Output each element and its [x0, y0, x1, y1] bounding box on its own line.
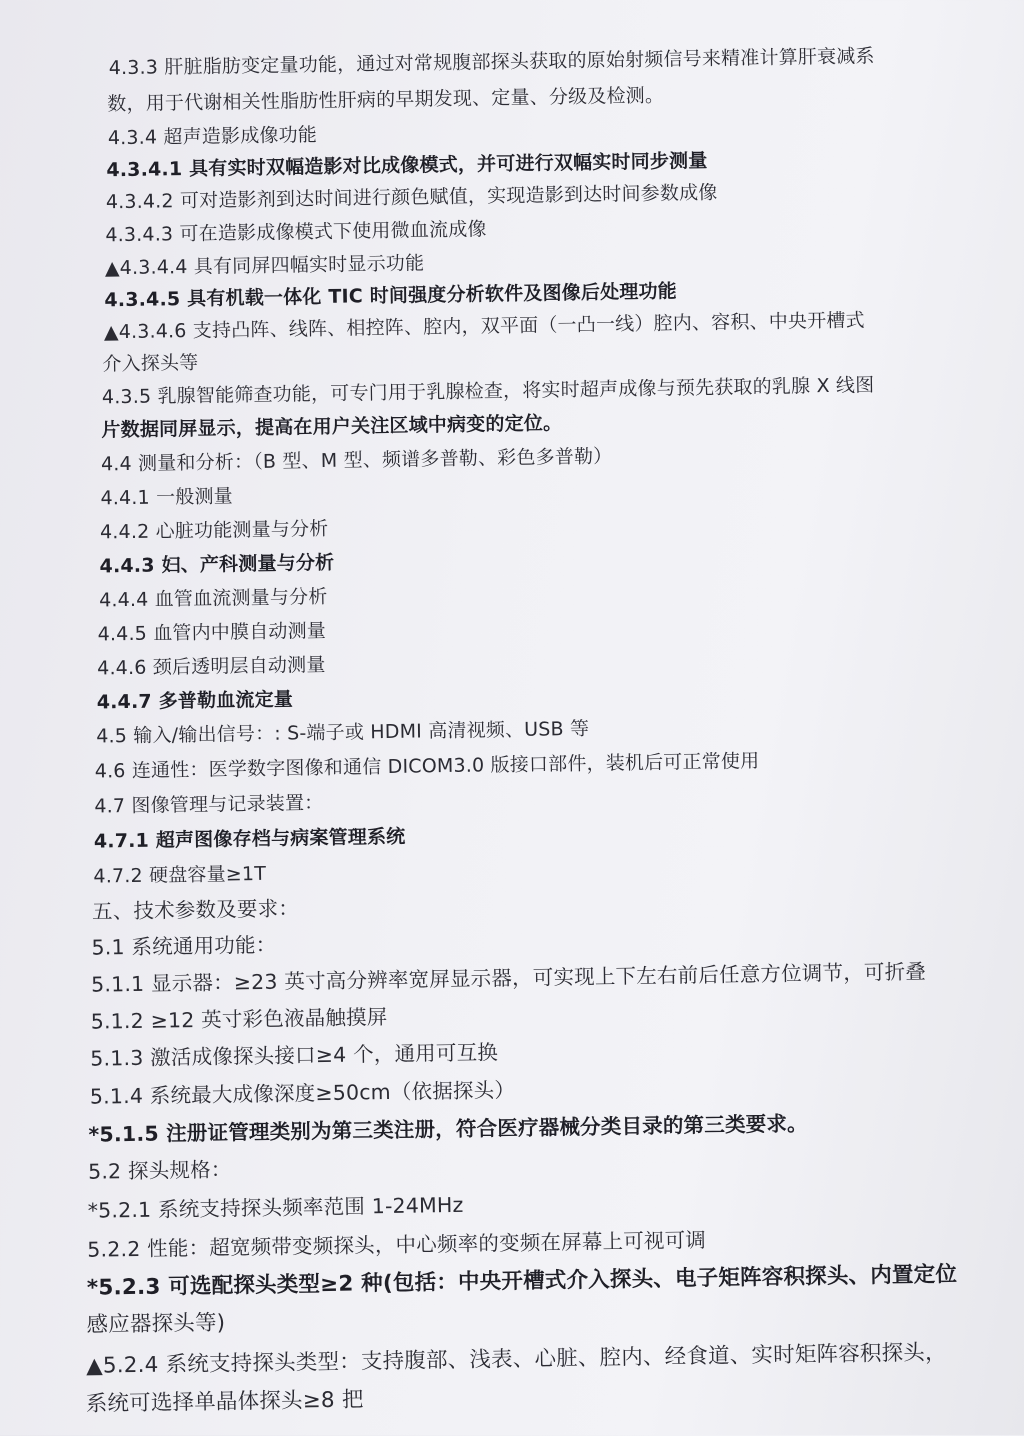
text-line-4-7-2: 4.7.2 硬盘容量≥1T: [93, 862, 267, 888]
text-line-4-3-4-3: 4.3.4.3 可在造影成像模式下使用微血流成像: [105, 218, 487, 247]
text-line-4-3-4-1: 4.3.4.1 具有实时双幅造影对比成像模式，并可进行双幅实时同步测量: [106, 149, 708, 182]
text-line-4-4-6: 4.4.6 颈后透明层自动测量: [97, 653, 326, 680]
text-line-5-2-3: *5.2.3 可选配探头类型≥2 种(包括：中央开槽式介入探头、电子矩阵容积探头、内置定位: [86, 1262, 958, 1301]
text-line-5-1-2: 5.1.2 ≥12 英寸彩色液晶触摸屏: [90, 1004, 388, 1034]
text-line-5-2-4-cont: 系统可选择单晶体探头≥8 把: [85, 1387, 364, 1417]
text-line-section-5: 五、技术参数及要求：: [91, 896, 300, 924]
text-line-4-3-3-cont: 数，用于代谢相关性脂肪性肝病的早期发现、定量、分级及检测。: [107, 84, 665, 116]
text-line-5-1-3: 5.1.3 激活成像探头接口≥4 个，通用可互换: [90, 1040, 499, 1071]
text-line-4-3-4-5: 4.3.4.5 具有机载一体化 TIC 时间强度分析软件及图像后处理功能: [104, 280, 678, 312]
text-line-5-2-4: ▲5.2.4 系统支持探头类型：支持腹部、浅表、心脏、腔内、经食道、实时矩阵容积探头，: [85, 1340, 947, 1379]
text-line-4-4-4: 4.4.4 血管血流测量与分析: [98, 585, 328, 612]
text-line-4-3-5: 4.3.5 乳腺智能筛查功能，可专门用于乳腺检查，将实时超声成像与预先获取的乳腺 X 线图: [101, 374, 875, 409]
text-line-4-4-5: 4.4.5 血管内中膜自动测量: [97, 619, 327, 646]
text-line-4-4-3: 4.4.3 妇、产科测量与分析: [99, 551, 335, 578]
text-line-4-4: 4.4 测量和分析：（B 型、M 型、频谱多普勒、彩色多普勒）: [100, 445, 613, 476]
text-line-5-1: 5.1 系统通用功能：: [91, 932, 277, 960]
text-line-5-2-3-cont: 感应器探头等): [86, 1310, 226, 1338]
text-line-4-4-1: 4.4.1 一般测量: [100, 485, 234, 510]
text-line-5-2-2: 5.2.2 性能：超宽频带变频探头，中心频率的变频在屏幕上可视可调: [87, 1228, 707, 1262]
text-line-4-3-3: 4.3.3 肝脏脂肪变定量功能，通过对常规腹部探头获取的原始射频信号来精准计算肝衰减系: [108, 45, 875, 80]
text-line-4-3-4-4: ▲4.3.4.4 具有同屏四幅实时显示功能: [104, 252, 425, 280]
text-line-4-3-4-6-cont: 介入探头等: [102, 351, 199, 376]
text-line-4-7-1: 4.7.1 超声图像存档与病案管理系统: [93, 825, 406, 853]
text-line-4-3-4: 4.3.4 超声造影成像功能: [107, 123, 318, 150]
text-line-4-6: 4.6 连通性：医学数字图像和通信 DICOM3.0 版接口部件，装机后可正常使用: [94, 750, 760, 783]
text-line-4-4-2: 4.4.2 心脏功能测量与分析: [99, 517, 329, 544]
text-line-4-3-5-cont: 片数据同屏显示，提高在用户关注区域中病变的定位。: [101, 412, 563, 442]
text-line-4-7: 4.7 图像管理与记录装置：: [94, 791, 324, 818]
text-line-4-3-4-6: ▲4.3.4.6 支持凸阵、线阵、相控阵、腔内，双平面（一凸一线）腔内、容积、中央开槽式: [103, 309, 865, 344]
text-line-5-1-1: 5.1.1 显示器：≥23 英寸高分辨率宽屏显示器，可实现上下左右前后任意方位调节，可折叠: [90, 959, 927, 997]
text-line-4-4-7: 4.4.7 多普勒血流定量: [96, 688, 294, 714]
text-line-5-1-4: 5.1.4 系统最大成像深度≥50cm（依据探头）: [89, 1077, 516, 1109]
text-line-5-1-5: *5.1.5 注册证管理类别为第三类注册，符合医疗器械分类目录的第三类要求。: [88, 1111, 808, 1147]
text-line-5-2: 5.2 探头规格：: [87, 1157, 232, 1184]
text-line-4-5: 4.5 输入/输出信号：: S-端子或 HDMI 高清视频、USB 等: [96, 717, 590, 748]
text-line-4-3-4-2: 4.3.4.2 可对造影剂到达时间进行颜色赋值，实现造影到达时间参数成像: [105, 181, 718, 214]
text-line-5-2-1: *5.2.1 系统支持探头频率范围 1-24MHz: [87, 1192, 464, 1223]
